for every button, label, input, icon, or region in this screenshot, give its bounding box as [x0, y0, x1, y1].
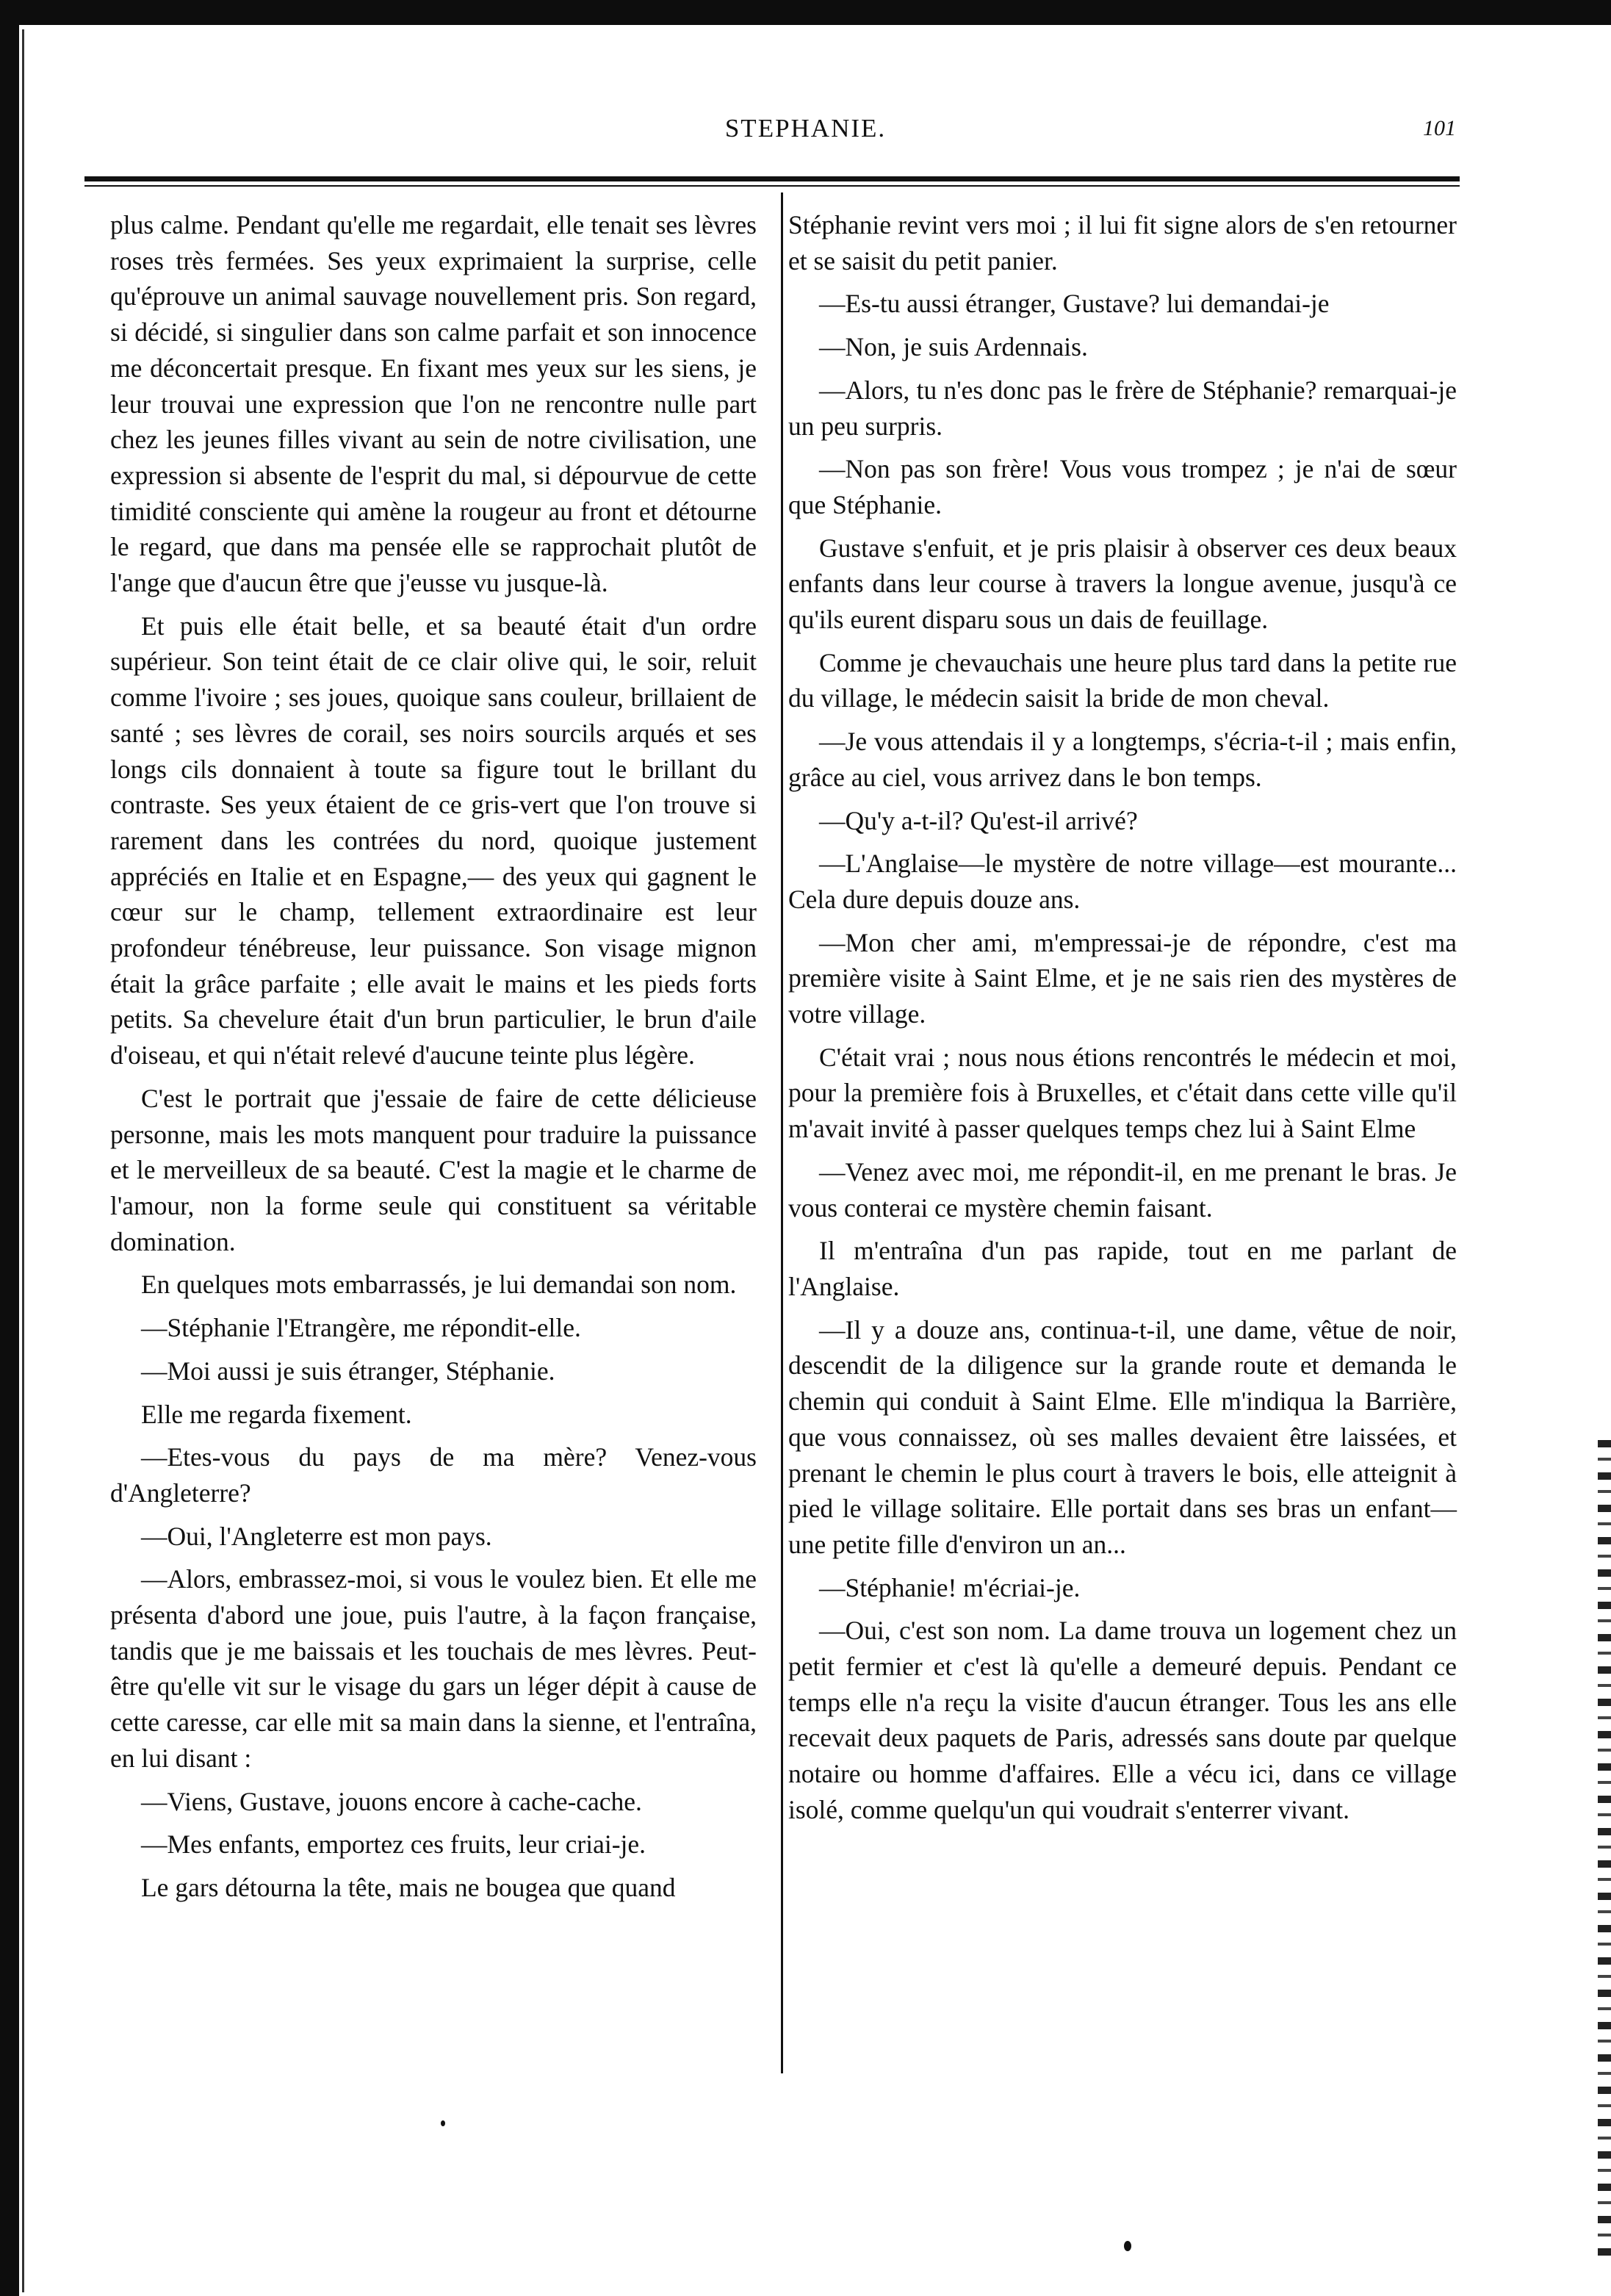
paragraph: C'était vrai ; nous nous étions rencontrés le médecin et moi, pour la première fois à Bruxelles, et c'était dans cette ville qu'il m'avait invité à passer quelques temps chez lui à Saint Elme: [788, 1042, 1457, 1144]
paragraph: Il m'entraîna d'un pas rapide, tout en me parlant de l'Anglaise.: [788, 1236, 1457, 1301]
column-divider: [781, 192, 783, 2073]
paragraph: —Venez avec moi, me répondit-il, en me prenant le bras. Je vous conterai ce mystère chemin faisant.: [788, 1156, 1457, 1223]
paragraph: —Qu'y a-t-il? Qu'est-il arrivé?: [819, 805, 1138, 835]
scan-left-inner-line: [22, 29, 24, 2292]
paragraph: En quelques mots embarrassés, je lui demandai son nom.: [141, 1270, 737, 1300]
paragraph: Et puis elle était belle, et sa beauté était d'un ordre supérieur. Son teint était de ce clair olive qui, le soir, reluit comme l'ivoire ; ses joues, quoique sans couleur, brillaient de santé ; ses lèvres de corail, ses noirs sourcils arqués et ses longs cils donnaient à toute sa figure tout le brillant du contraste. Ses yeux étaient de ce gris-vert que l'on trouve si rarement dans les contrées du nord, quoique justement appréciés en Italie et en Espagne,— des yeux qui gagnent le cœur sur le champ, tellement extraordinaire est leur profondeur ténébreuse, leur puissance. Son visage mignon était la grâce parfaite ; elle avait le mains et les pieds forts petits. Sa chevelure était d'un brun particulier, le brun d'aile d'oiseau, et qui n'était relevé d'aucune teinte plus légère.: [110, 611, 757, 1070]
scan-left-border: [0, 0, 19, 2296]
paragraph: —Alors, embrassez-moi, si vous le voulez bien. Et elle me présenta d'abord une joue, puis l'autre, à la façon française, tandis que je me baissais et les touchais de mes lèvres. Peut-être qu'elle vit sur le visage du gars un léger dépit à cause de cette caresse, car elle mit sa main dans la sienne, et l'entraîna, en lui disant :: [110, 1564, 757, 1773]
paragraph: —Es-tu aussi étranger, Gustave? lui demandai-je: [819, 289, 1330, 319]
paragraph: —Moi aussi je suis étranger, Stéphanie.: [141, 1356, 555, 1386]
paragraph: —Je vous attendais il y a longtemps, s'écria-t-il ; mais enfin, grâce au ciel, vous arrivez dans le bon temps.: [788, 727, 1457, 792]
paragraph: —Non pas son frère! Vous vous trompez ; je n'ai de sœur que Stéphanie.: [788, 454, 1457, 519]
scan-right-edge-noise: [1598, 1440, 1611, 2256]
paragraph: —Oui, l'Angleterre est mon pays.: [141, 1521, 492, 1551]
paragraph: —Stéphanie! m'écriai-je.: [819, 1572, 1081, 1602]
paragraph: Gustave s'enfuit, et je pris plaisir à observer ces deux beaux enfants dans leur course à travers la longue avenue, jusqu'à ce qu'ils eurent disparu sous un dais de feuillage.: [788, 533, 1457, 635]
paragraph: C'est le portrait que j'essaie de faire de cette délicieuse personne, mais les mots manquent pour traduire la puissance et le merveilleux de sa beauté. C'est la magie et le charme de l'amour, non la forme seule qui constituent sa véritable domination.: [110, 1083, 757, 1256]
ink-speck: [441, 2120, 445, 2126]
header-rule-thin: [84, 185, 1460, 187]
paragraph: —Mon cher ami, m'empressai-je de répondre, c'est ma première visite à Saint Elme, et je ne sais rien des mystères de votre village.: [788, 927, 1457, 1029]
paragraph: —Alors, tu n'es donc pas le frère de Stéphanie? remarquai-je un peu surpris.: [788, 375, 1457, 441]
scan-top-border: [0, 0, 1611, 25]
right-column: [788, 207, 1457, 1835]
paragraph: —Etes-vous du pays de ma mère? Venez-vous d'Angleterre?: [110, 1442, 757, 1508]
paragraph: Stéphanie revint vers moi ; il lui fit signe alors de s'en retourner et se saisit du petit panier.: [788, 210, 1457, 276]
paragraph: —Il y a douze ans, continua-t-il, une dame, vêtue de noir, descendit de la diligence sur la grande route et demanda le chemin qui conduit à Saint Elme. Elle m'indiqua la Barrière, que vous connaissez, où ses malles devaient être laissées, et prenant le chemin le plus court à travers le bois, elle atteignit à pied le village solitaire. Elle portait dans ses bras un enfant—une petite fille d'environ un an...: [788, 1314, 1457, 1559]
paragraph: —Stéphanie l'Etrangère, me répondit-elle.: [141, 1313, 581, 1343]
ink-speck: [1124, 2241, 1131, 2251]
paragraph: Le gars détourna la tête, mais ne bougea que quand: [141, 1872, 676, 1902]
paragraph: —Oui, c'est son nom. La dame trouva un logement chez un petit fermier et c'est là qu'elle a demeuré depuis. Pendant ce temps elle n'a reçu la visite d'aucun étranger. Tous les ans elle recevait deux paquets de Paris, adressés sans doute par quelque notaire ou homme d'affaires. Elle a vécu ici, dans ce village isolé, comme quelqu'un qui voudrait s'enterrer vivant.: [788, 1616, 1457, 1824]
left-column: [110, 207, 757, 1913]
page-number: 101: [1423, 116, 1456, 140]
paragraph: Elle me regarda fixement.: [141, 1399, 412, 1429]
paragraph: —Mes enfants, emportez ces fruits, leur criai-je.: [141, 1829, 646, 1860]
paragraph: —L'Anglaise—le mystère de notre village—est mourante... Cela dure depuis douze ans.: [788, 849, 1457, 914]
header-rule-thick: [84, 176, 1460, 181]
paragraph: —Viens, Gustave, jouons encore à cache-cache.: [141, 1786, 642, 1816]
paragraph: Comme je chevauchais une heure plus tard dans la petite rue du village, le médecin saisit la bride de mon cheval.: [788, 647, 1457, 713]
paragraph: plus calme. Pendant qu'elle me regardait, elle tenait ses lèvres roses très fermées. Ses yeux exprimaient la surprise, celle qu'éprouve un animal sauvage nouvellement pris. Son regard, si décidé, si singulier dans son calme parfait et son innocence me déconcertait presque. En fixant mes yeux sur les siens, je leur trouvai une expression que l'on ne rencontre nulle part chez les jeunes filles vivant au sein de notre civilisation, une expression si absente de l'esprit du mal, si dépourvue de cette timidité consciente qui amène la rougeur au front et détourne le regard, que dans ma pensée elle se rapprochait plutôt de l'ange que d'aucun être que j'eusse vu jusque-là.: [110, 210, 757, 598]
paragraph: —Non, je suis Ardennais.: [819, 332, 1088, 362]
running-title: STEPHANIE.: [724, 114, 887, 143]
